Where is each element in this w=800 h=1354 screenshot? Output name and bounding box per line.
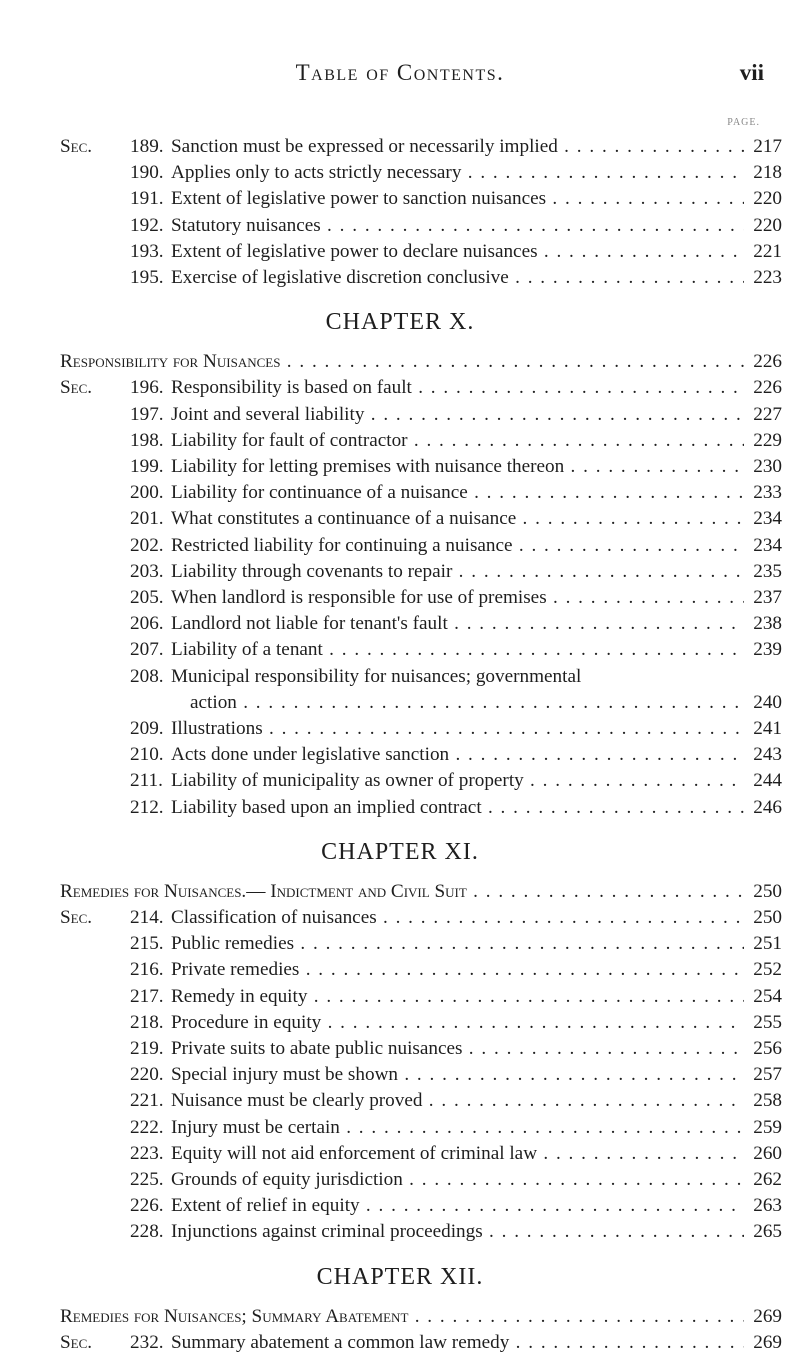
chapter-subtitle-page: 250 [753, 880, 782, 902]
section-title: Special injury must be shown [171, 1064, 399, 1086]
section-number: 228. [130, 1221, 164, 1243]
section-number: 221. [130, 1090, 164, 1112]
toc-entry [60, 959, 782, 981]
section-title: Public remedies [171, 933, 295, 955]
page-number: vii [739, 60, 764, 85]
section-page: 243 [753, 744, 782, 766]
toc-entry [60, 744, 782, 766]
section-number: 200. [130, 482, 164, 504]
section-page: 269 [753, 1331, 782, 1353]
section-number: 216. [130, 959, 164, 981]
chapter-subtitle-page: 226 [753, 351, 782, 373]
toc-entry [60, 1169, 782, 1191]
section-number: 201. [130, 508, 164, 530]
toc-entry [60, 404, 782, 426]
section-number: 210. [130, 744, 164, 766]
section-title: Liability based upon an implied contract [171, 796, 482, 818]
toc-entry [60, 1221, 782, 1243]
toc-entry [60, 1332, 782, 1354]
section-number: 197. [130, 403, 164, 425]
section-number: 206. [130, 613, 164, 635]
toc-entry [60, 666, 782, 688]
section-title: Exercise of legislative discretion conclusive [171, 267, 509, 288]
section-page: 260 [753, 1142, 782, 1164]
section-page: 230 [753, 456, 782, 477]
section-page: 263 [753, 1195, 782, 1217]
section-number: 232. [130, 1331, 164, 1353]
section-title: Liability of a tenant [171, 639, 323, 661]
section-title: Sanction must be expressed or necessarily implied [171, 136, 558, 157]
page-column-label: PAGE. [727, 117, 760, 128]
chapter-subtitle-page: 269 [753, 1305, 782, 1327]
section-title: Grounds of equity jurisdiction [171, 1169, 403, 1190]
section-page: 218 [753, 162, 782, 184]
toc-entry [60, 162, 782, 184]
section-number: 214. [130, 907, 164, 928]
section-number: 218. [130, 1011, 164, 1033]
toc-entry [60, 1143, 782, 1165]
section-title: Remedy in equity [171, 985, 308, 1007]
running-title: Table of Contents. [295, 60, 505, 85]
section-page: 258 [753, 1090, 782, 1112]
section-title: What constitutes a continuance of a nuisance [171, 508, 517, 530]
toc-entry [60, 136, 782, 158]
section-number: 191. [130, 188, 164, 210]
chapter-subtitle [60, 1306, 782, 1328]
section-title: Landlord not liable for tenant's fault [171, 613, 448, 635]
section-number: 192. [130, 214, 164, 236]
section-number: 215. [130, 933, 164, 955]
section-page: 223 [753, 267, 782, 288]
section-title: Liability for continuance of a nuisance [171, 482, 468, 504]
toc-entry [60, 613, 782, 635]
section-title: Liability through covenants to repair [171, 560, 453, 582]
section-page: 239 [753, 639, 782, 661]
section-title: Extent of legislative power to declare nuisances [171, 240, 538, 262]
section-title: Summary abatement a common law remedy [171, 1331, 510, 1353]
section-title: Equity will not aid enforcement of criminal law [171, 1142, 538, 1164]
section-title: Liability for fault of contractor [171, 429, 408, 451]
toc-entry [60, 535, 782, 557]
section-title: Classification of nuisances [171, 907, 377, 928]
section-prefix: Sec. [60, 136, 93, 157]
section-number: 217. [130, 985, 164, 1007]
section-page: 250 [753, 907, 782, 928]
section-number: 225. [130, 1169, 164, 1190]
section-page: 220 [753, 188, 782, 210]
section-title: Private suits to abate public nuisances [171, 1038, 463, 1059]
section-title: Joint and several liability [171, 403, 365, 425]
toc-entry-continuation [60, 692, 782, 714]
section-title: Injunctions against criminal proceedings [171, 1221, 483, 1243]
section-number: 205. [130, 587, 164, 608]
section-page: 233 [753, 482, 782, 504]
section-title: Liability for letting premises with nuisance thereon [171, 456, 565, 477]
section-title: Liability of municipality as owner of property [171, 770, 524, 792]
toc-entry [60, 241, 782, 263]
chapter-heading: CHAPTER XII. [316, 1263, 484, 1290]
section-page: 257 [753, 1064, 782, 1086]
section-number: 189. [130, 136, 164, 157]
toc-entry [60, 1064, 782, 1086]
chapter-subtitle-text: Responsibility for Nuisances [60, 351, 281, 373]
chapter-subtitle [60, 351, 782, 373]
section-title: Acts done under legislative sanction [171, 744, 450, 766]
chapter-subtitle-text: Remedies for Nuisances.— Indictment and Civil Suit [60, 880, 467, 902]
toc-entry [60, 482, 782, 504]
section-title: Procedure in equity [171, 1011, 322, 1033]
section-page: 217 [753, 136, 782, 157]
toc-entry [60, 986, 782, 1008]
section-title: Applies only to acts strictly necessary [171, 162, 462, 184]
toc-entry [60, 797, 782, 819]
toc-entry [60, 639, 782, 661]
toc-entry [60, 718, 782, 740]
section-number: 193. [130, 240, 164, 262]
section-number: 199. [130, 456, 164, 477]
section-page: 251 [753, 933, 782, 955]
section-page: 244 [753, 770, 782, 792]
section-number: 223. [130, 1142, 164, 1164]
section-page: 241 [753, 718, 782, 739]
chapter-subtitle-text: Remedies for Nuisances; Summary Abatement [60, 1305, 409, 1327]
section-title: Nuisance must be clearly proved [171, 1090, 423, 1112]
section-number: 208. [130, 665, 164, 687]
section-number: 195. [130, 267, 164, 288]
section-title: When landlord is responsible for use of premises [171, 587, 547, 608]
toc-entry [60, 430, 782, 452]
section-page: 229 [753, 429, 782, 451]
section-title: Illustrations [171, 718, 263, 739]
section-title: action [190, 691, 237, 713]
section-page: 238 [753, 613, 782, 635]
toc-entry [60, 587, 782, 609]
section-number: 190. [130, 162, 164, 184]
toc-entry [60, 508, 782, 530]
section-page: 227 [753, 403, 782, 425]
section-page: 252 [753, 959, 782, 981]
toc-entry [60, 1090, 782, 1112]
toc-entry [60, 933, 782, 955]
section-title: Municipal responsibility for nuisances; governmental [171, 665, 582, 687]
section-page: 240 [753, 691, 782, 713]
section-prefix: Sec. [60, 1331, 93, 1353]
section-title: Extent of legislative power to sanction nuisances [171, 188, 547, 210]
section-number: 226. [130, 1195, 164, 1217]
chapter-subtitle [60, 881, 782, 903]
toc-entry [60, 456, 782, 478]
section-page: 235 [753, 560, 782, 582]
section-number: 220. [130, 1064, 164, 1086]
toc-entry [60, 215, 782, 237]
chapter-heading: CHAPTER XI. [321, 838, 479, 865]
toc-entry [60, 1012, 782, 1034]
section-page: 254 [753, 985, 782, 1007]
section-number: 202. [130, 534, 164, 556]
section-page: 256 [753, 1038, 782, 1059]
section-page: 221 [753, 240, 782, 262]
section-title: Extent of relief in equity [171, 1195, 360, 1217]
toc-entry [60, 770, 782, 792]
toc-entry [60, 267, 782, 289]
chapter-heading: CHAPTER X. [325, 309, 475, 336]
section-prefix: Sec. [60, 377, 93, 399]
section-number: 219. [130, 1038, 164, 1059]
running-head [0, 60, 800, 100]
toc-entry [60, 1117, 782, 1139]
section-number: 207. [130, 639, 164, 661]
section-number: 196. [130, 377, 164, 399]
toc-entry [60, 561, 782, 583]
section-title: Statutory nuisances [171, 214, 321, 236]
section-page: 265 [753, 1221, 782, 1243]
section-page: 234 [753, 534, 782, 556]
toc-entry [60, 1195, 782, 1217]
section-page: 259 [753, 1116, 782, 1138]
section-number: 211. [130, 770, 163, 792]
toc-entry [60, 1038, 782, 1060]
section-title: Responsibility is based on fault [171, 377, 412, 399]
section-page: 246 [753, 796, 782, 818]
section-number: 203. [130, 560, 164, 582]
section-page: 220 [753, 214, 782, 236]
section-number: 209. [130, 718, 164, 739]
section-title: Injury must be certain [171, 1116, 340, 1138]
section-page: 255 [753, 1011, 782, 1033]
section-page: 226 [753, 377, 782, 399]
section-number: 212. [130, 796, 164, 818]
section-page: 234 [753, 508, 782, 530]
section-title: Restricted liability for continuing a nuisance [171, 534, 513, 556]
section-prefix: Sec. [60, 907, 93, 928]
section-number: 198. [130, 429, 164, 451]
section-page: 237 [753, 587, 782, 608]
toc-entry [60, 907, 782, 929]
section-page: 262 [753, 1169, 782, 1190]
section-title: Private remedies [171, 959, 300, 981]
section-number: 222. [130, 1116, 164, 1138]
toc-entry [60, 188, 782, 210]
toc-entry [60, 377, 782, 399]
